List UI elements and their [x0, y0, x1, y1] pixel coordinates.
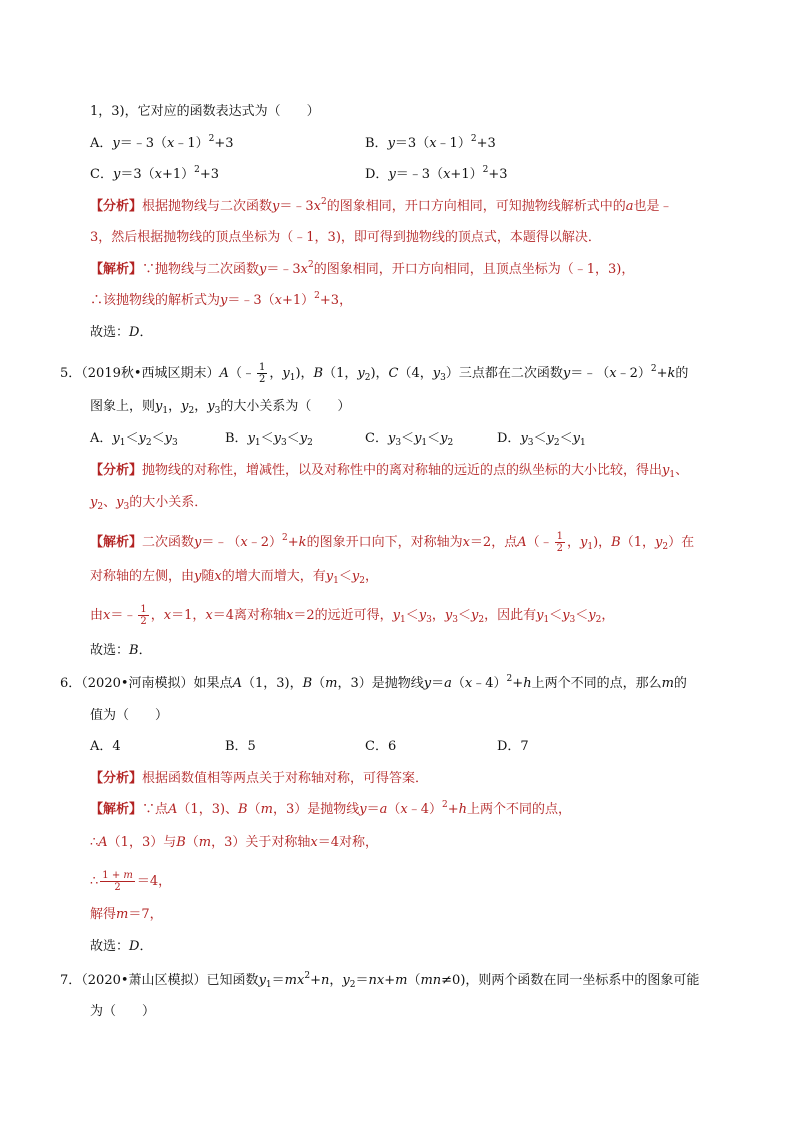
q6-answer: 故选：D． [90, 939, 153, 954]
q5-number: 5． [60, 366, 82, 381]
q6-source: （2020•河南模拟） [81, 676, 194, 691]
q4-stem-cont: 1，3)，它对应的函数表达式为（ ） [90, 104, 320, 119]
q5-solution-line2: 对称轴的左侧，由y随x的增大而增大，有$y_1<y_2$， [90, 569, 378, 586]
q5-option-b: B．$y_1<y_3<y_2$ [225, 431, 313, 448]
q5-option-d: D．$y_3<y_2<y_1$ [497, 431, 586, 448]
q7-stem-line2: 为（ ） [90, 1004, 156, 1019]
q4-solution-line1: 【解析】∵抛物线与二次函数$y=﹣3x^2$的图象相同，开口方向相同，且顶点坐标为（﹣1，3)， [90, 260, 635, 277]
q5-analysis-tag: 【分析】 [90, 463, 143, 478]
q5-stem-line2: 图象上，则$y_1$，$y_2$，$y_3$的大小关系为（ ） [90, 399, 351, 416]
q6-option-d: D．7 [497, 739, 529, 754]
q5-answer: 故选：B． [90, 643, 152, 658]
q4-option-d: D．$y=﹣3(x+1)^2+3$ [365, 165, 508, 182]
q6-solution-tag: 【解析】 [90, 802, 143, 817]
q5-solution-line1: 【解析】二次函数y＝﹣（x﹣2）$^2$+k的图象开口向下，对称轴为x＝2，点A（﹣ $\frac{1}{2}$ ，$y_1$)，B（1，$y_2$）在 [90, 531, 695, 554]
q6-solution-line1: 【解析】∵点A（1，3)、B（m，3）是抛物线y＝a（x﹣4）$^2$+h上两个不同的点， [90, 800, 572, 817]
q4-answer: 故选：D． [90, 325, 153, 340]
q4-analysis-line1: 【分析】根据抛物线与二次函数$y=﹣3x^2$的图象相同，开口方向相同，可知抛物线解析式中的a也是﹣ [90, 197, 673, 214]
q4-analysis-line2: 3，然后根据抛物线的顶点坐标为（﹣1，3)，即可得到抛物线的顶点式，本题得以解决． [90, 230, 601, 245]
q6-option-b: B．5 [225, 739, 256, 754]
q6-stem-line2: 值为（ ） [90, 708, 169, 723]
q7-stem-line1: 7．（2020•萧山区模拟）已知函数$y_1=mx^2+n$，$y_2=nx+m(mn\ne 0)$，则两个函数在同一坐标系中的图象可能 [60, 971, 700, 990]
q5-option-a: A．$y_1<y_2<y_3$ [90, 431, 178, 448]
q4-solution-line2: ∴该抛物线的解析式为$y=﹣3(x+1)^2+3$， [90, 291, 353, 308]
fraction: $\frac{1}{2}$ [258, 362, 266, 385]
q4-option-a: A．y＝﹣3（x﹣1）$^2$+3 [90, 134, 234, 151]
q6-analysis-line1 [90, 770, 428, 788]
q6-number: 6． [60, 676, 82, 691]
fraction: $\frac{1 + m}{2}$ [102, 870, 133, 893]
q6-analysis-text: 根据函数值相等两点关于对称轴对称，可得答案． [142, 771, 429, 786]
fraction: $\frac{1}{2}$ [140, 604, 147, 627]
q5-analysis-line2: $y_2$、$y_3$的大小关系． [90, 495, 208, 512]
q6-analysis-tag: 【分析】 [90, 771, 143, 786]
q5-analysis-line1: 【分析】抛物线的对称性，增减性，以及对称性中的离对称轴的远近的点的纵坐标的大小比较，得出$y_1$、 [90, 463, 689, 480]
q6-solution-line3: ∴ $\frac{1 + m}{2}$ ＝4， [90, 870, 172, 893]
q5-source: （2019秋•西城区期末） [81, 366, 220, 381]
q4-analysis-tag: 【分析】 [90, 199, 143, 214]
q5-solution-tag: 【解析】 [90, 535, 143, 550]
q7-number: 7． [60, 973, 82, 988]
q5-solution-line3: 由x＝﹣ $\frac{1}{2}$ ，x＝1，x＝4离对称轴x＝2的远近可得，$y_1<y_3$，$y_3<y_2$，因此有$y_1<y_3<y_2$， [90, 604, 615, 627]
q7-source: （2020•萧山区模拟） [81, 973, 207, 988]
q6-option-a: A．4 [90, 739, 121, 754]
q4-solution-tag: 【解析】 [90, 262, 143, 277]
q6-solution-line4: 解得m＝7， [90, 907, 163, 922]
q6-solution-line2: ∴A（1，3）与B（m，3）关于对称轴x＝4对称， [90, 835, 379, 850]
q4-option-b: B．y＝3（x﹣1）$^2$+3 [365, 134, 496, 151]
q5-stem-line1: 5．（2019秋•西城区期末）A（﹣ $\frac{1}{2}$ ，$y_1$)，B（1，$y_2$)，C（4，$y_3$）三点都在二次函数y＝﹣（x﹣2）$^2$+k的 [60, 362, 689, 385]
q5-option-c: C．$y_3<y_1<y_2$ [365, 431, 454, 448]
fraction: $\frac{1}{2}$ [556, 531, 563, 554]
q6-stem-line1: 6．（2020•河南模拟）如果点A（1，3)，B（m，3）是抛物线y＝a（x﹣4）$^2$+h上两个不同的点，那么m的 [60, 674, 687, 691]
q4-option-c: C．$y=3(x+1)^2+3$ [90, 165, 220, 182]
q6-option-c: C．6 [365, 739, 397, 754]
